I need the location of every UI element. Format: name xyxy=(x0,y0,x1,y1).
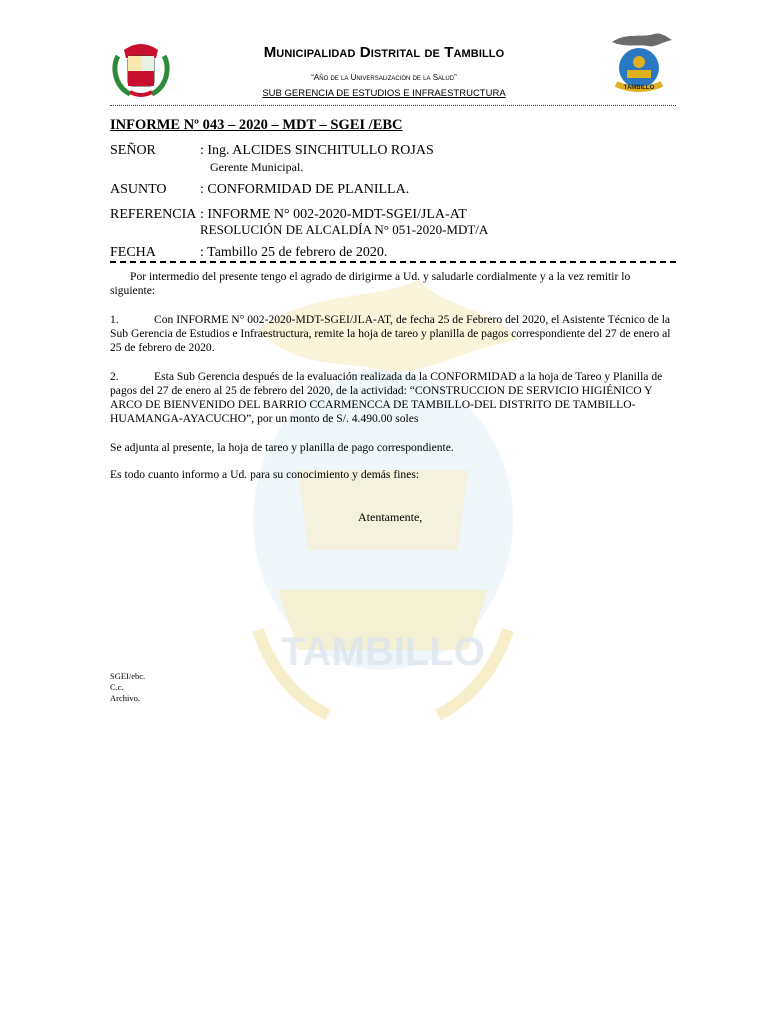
svg-text:TAMBILLO: TAMBILLO xyxy=(623,85,655,91)
senor-row xyxy=(110,143,434,159)
item-1-number: 1. xyxy=(110,313,119,326)
tambillo-logo-icon xyxy=(602,28,676,96)
institution-name: Municipalidad Distrital de Tambillo xyxy=(263,44,505,61)
dashed-divider xyxy=(110,261,676,263)
svg-text:TAMBILLO: TAMBILLO xyxy=(281,630,485,674)
referencia-value-2: RESOLUCIÓN DE ALCALDÍA N° 051-2020-MDT/A xyxy=(200,222,489,237)
closing-paragraph: Es todo cuanto informo a Ud. para su conocimiento y demás fines: xyxy=(110,468,420,481)
item-2-text: Esta Sub Gerencia después de la evaluación realizada da la CONFORMIDAD a la hoja de Tareo y Planilla de pagos del 27 de enero al 25 de febrero del 2020, de la actividad: “CONSTRUCCION DE SERVICIO HIGIÉNICO Y ARCO DE BIENVENIDO DEL BARRIO CCARMENCCA DE TAMBILLO-DEL DISTRITO DE TAMBILLO-HUAMANGA-AYACUCHO”, por un monto de S/. 4.490.00 soles xyxy=(110,370,663,425)
referencia-row xyxy=(110,207,467,223)
asunto-row xyxy=(110,182,409,198)
senor-position: Gerente Municipal. xyxy=(210,160,304,174)
footer-archivo: Archivo. xyxy=(110,693,140,703)
footer-cc: C.c. xyxy=(110,682,124,692)
fecha-row xyxy=(110,245,387,261)
referencia-value: : INFORME N° 002-2020-MDT-SGEI/JLA-AT xyxy=(200,207,467,222)
asunto-label: ASUNTO xyxy=(110,182,167,197)
referencia-label: REFERENCIA xyxy=(110,207,197,222)
asunto-value: : CONFORMIDAD DE PLANILLA. xyxy=(200,182,410,197)
header-divider xyxy=(110,105,676,106)
senor-value: : Ing. ALCIDES SINCHITULLO ROJAS xyxy=(200,143,434,158)
report-title: INFORME Nº 043 – 2020 – MDT – SGEI /EBC xyxy=(110,117,403,133)
attachment-note: Se adjunta al presente, la hoja de tareo y planilla de pago correspondiente. xyxy=(110,441,454,454)
footer-initials: SGEI/ebc. xyxy=(110,671,146,681)
item-1 xyxy=(110,313,676,355)
item-2 xyxy=(110,370,676,426)
sign-off: Atentamente, xyxy=(358,510,423,524)
fecha-value: : Tambillo 25 de febrero de 2020. xyxy=(200,245,388,260)
fecha-label: FECHA xyxy=(110,245,156,260)
item-1-text: Con INFORME N° 002-2020-MDT-SGEI/JLA-AT, de fecha 25 de Febrero del 2020, el Asistente Técnico de la Sub Gerencia de Estudios e Infraestructura, remite la hoja de tareo y planilla de pagos correspondiente del 27 de enero al 25 de febrero de 2020. xyxy=(110,313,671,354)
senor-label: SEÑOR xyxy=(110,143,156,158)
item-2-number: 2. xyxy=(110,370,119,383)
year-motto: “Año de la Universalización de la Salud” xyxy=(311,73,457,82)
subgerencia-name: SUB GERENCIA DE ESTUDIOS E INFRAESTRUCTURA xyxy=(262,88,506,99)
intro-paragraph: Por intermedio del presente tengo el agrado de dirigirme a Ud. y saludarle cordialmente y a la vez remitir lo siguiente: xyxy=(110,270,631,297)
